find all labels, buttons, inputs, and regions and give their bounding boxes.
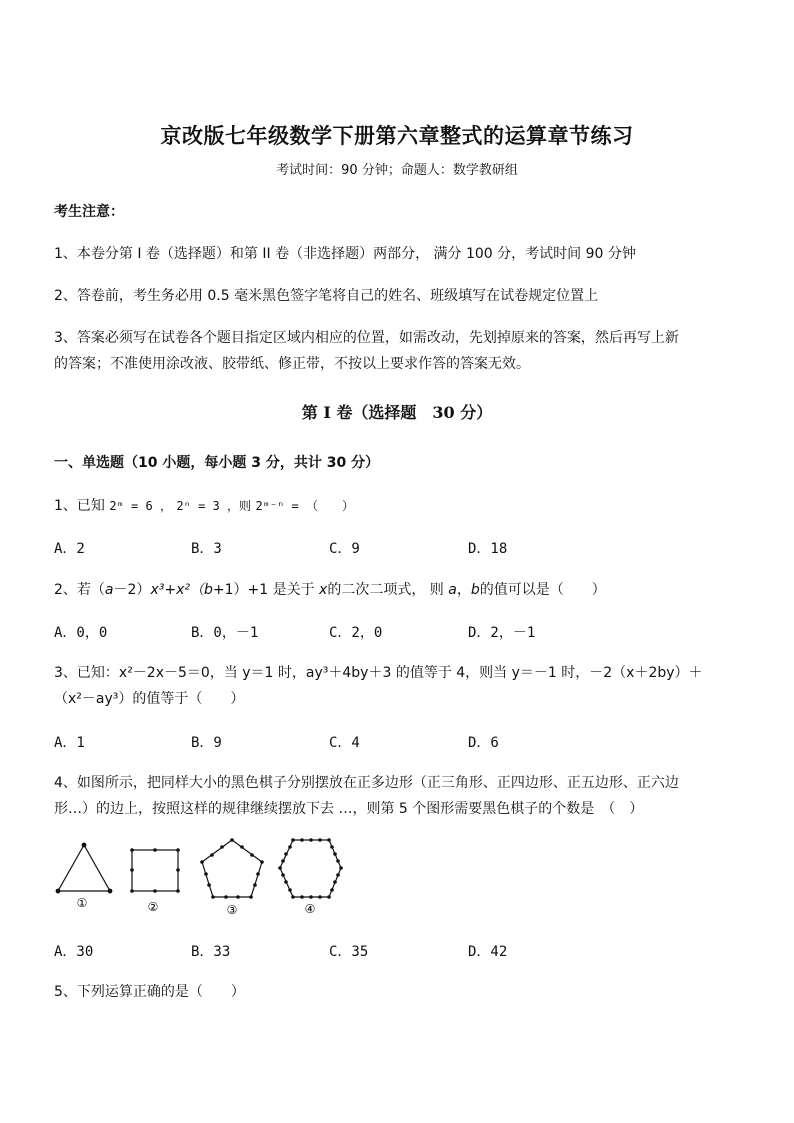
q2-option-d[interactable]: D．2，－1	[468, 625, 536, 641]
q4-option-c[interactable]: C．35	[329, 944, 369, 960]
part-title: 一、单选题（10 小题，每小题 3 分，共计 30 分）	[54, 455, 380, 471]
page-title: 京改版七年级数学下册第六章整式的运算章节练习	[160, 123, 634, 148]
q2-text-l: 的值可以是（ ）	[479, 582, 606, 598]
hexagon-figure	[278, 838, 343, 899]
question-4-line-1: 4、如图所示，把同样大小的黑色棋子分别摆放在正多边形（正三角形、正四边形、正五边形、正六边	[54, 775, 679, 791]
q2-var-b2: b	[470, 582, 480, 598]
q3-option-a[interactable]: A．1	[54, 735, 85, 751]
notice-heading: 考生注意：	[54, 204, 124, 220]
q1-expr1: 2ᵐ = 6 ，	[109, 499, 172, 513]
q2-var-x: x	[319, 582, 328, 598]
square-figure	[130, 848, 180, 893]
q1-option-b[interactable]: B．3	[191, 541, 222, 557]
notice-item-1: 1、本卷分第 I 卷（选择题）和第 II 卷（非选择题）两部分， 满分 100 分，考试时间 90 分钟	[54, 246, 636, 262]
question-2	[54, 579, 606, 599]
figure-label-2: ②	[147, 900, 159, 914]
q4-option-b[interactable]: B．33	[191, 944, 231, 960]
q2-option-a[interactable]: A．0，0	[54, 625, 108, 641]
q2-var-a2: a	[448, 582, 457, 598]
q1-option-a[interactable]: A．2	[54, 541, 85, 557]
q2-text-a: 2、若（	[54, 582, 105, 598]
section-title: 第 I 卷（选择题 30 分）	[301, 403, 493, 422]
question-1	[54, 495, 354, 515]
q3-option-d[interactable]: D．6	[468, 735, 499, 751]
q3-option-b[interactable]: B．9	[191, 735, 222, 751]
pentagon-figure	[200, 838, 264, 899]
question-3-line-1: 3、已知：x²－2x－5＝0，当 y＝1 时，ay³＋4by＋3 的值等于 4，则当 y＝－1 时，－2（x＋2by）＋	[54, 665, 703, 681]
q1-prefix: 1、已知	[54, 498, 105, 514]
notice-item-3-cont: 的答案；不准使用涂改液、胶带纸、修正带，不按以上要求作答的答案无效。	[54, 356, 530, 372]
q4-option-a[interactable]: A．30	[54, 944, 94, 960]
q2-option-b[interactable]: B．0，－1	[191, 625, 259, 641]
q2-text-c: －2）	[113, 582, 151, 598]
exam-info: 考试时间：90 分钟；命题人：数学教研组	[276, 163, 518, 178]
q1-option-c[interactable]: C．9	[329, 541, 360, 557]
q2-var-a: a	[104, 582, 114, 598]
figure-label-3: ③	[226, 903, 238, 917]
q2-expr: x³+x²（	[150, 582, 204, 598]
polygon-figures	[50, 835, 350, 920]
q1-expr3: 2ᵐ⁻ⁿ = （ ）	[255, 499, 355, 513]
q2-var-b: b	[203, 582, 213, 598]
question-5: 5、下列运算正确的是（ ）	[54, 984, 245, 1000]
notice-item-3: 3、答案必须写在试卷各个题目指定区域内相应的位置，如需改动，先划掉原来的答案，然后再写上新	[54, 330, 679, 346]
figure-label-1: ①	[76, 896, 88, 910]
q4-option-d[interactable]: D．42	[468, 944, 508, 960]
q1-expr2: 2ⁿ = 3 ，则	[176, 499, 251, 513]
q2-option-c[interactable]: C．2，0	[329, 625, 383, 641]
q3-option-c[interactable]: C．4	[329, 735, 360, 751]
q1-option-d[interactable]: D．18	[468, 541, 508, 557]
q2-comma: ，	[456, 582, 471, 598]
triangle-figure	[56, 843, 112, 893]
q2-text-f: +1）+1 是关于	[212, 582, 315, 598]
q2-text-h: 的二次二项式， 则	[327, 582, 444, 598]
question-3-line-2: （x²－ay³）的值等于（ ）	[54, 691, 245, 707]
figure-label-4: ④	[304, 902, 316, 916]
question-4-line-2: 形…）的边上，按照这样的规律继续摆放下去 …，则第 5 个图形需要黑色棋子的个数是 （ ）	[54, 801, 644, 817]
notice-item-2: 2、答卷前，考生务必用 0.5 毫米黑色签字笔将自己的姓名、班级填写在试卷规定位置上	[54, 288, 599, 304]
